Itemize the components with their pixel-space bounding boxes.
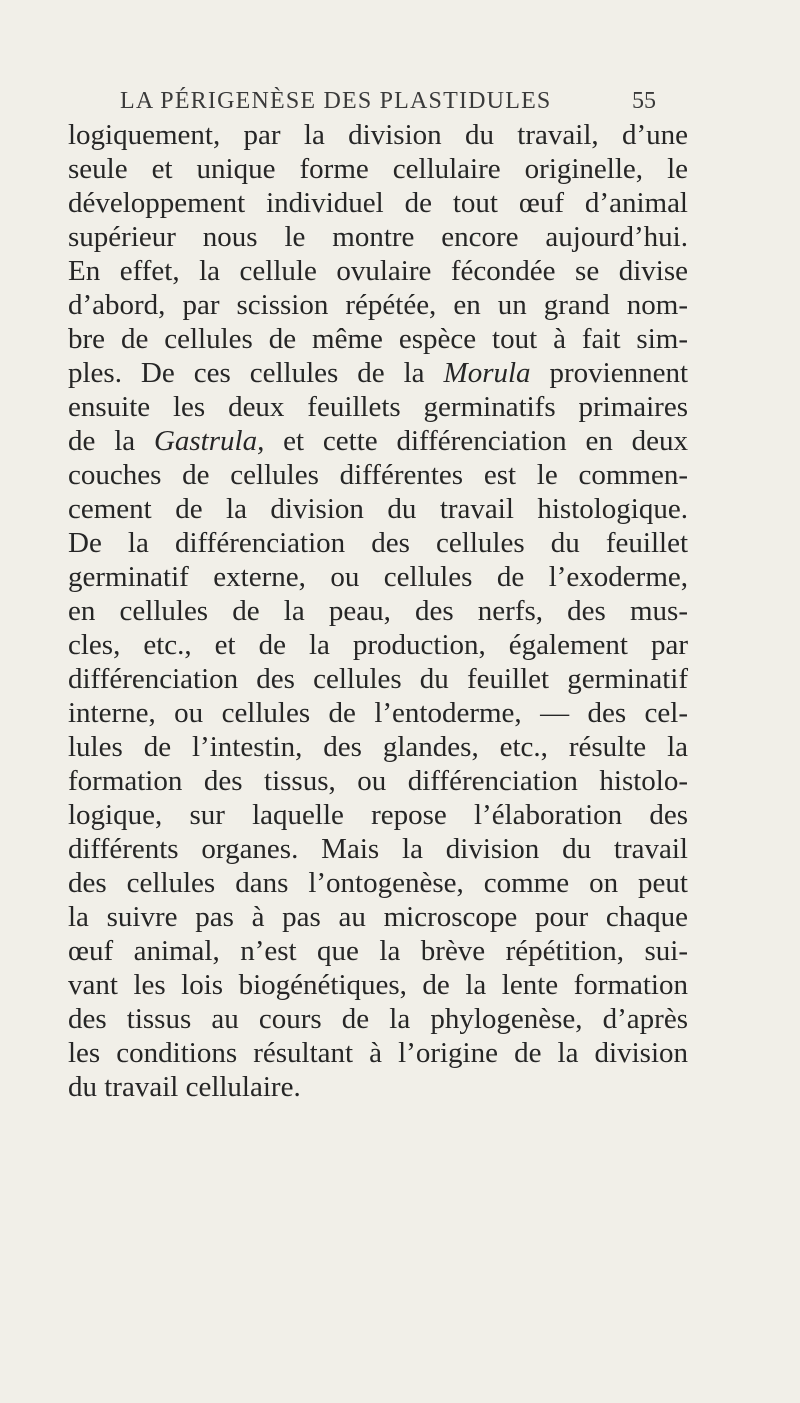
text-line: différenciation des cellules du feuillet germinatif [68,663,688,695]
italic-term-morula: Morula [443,357,531,389]
running-header [120,88,656,118]
text-line: couches de cellules différentes est le commen- [68,459,688,491]
text-line: formation des tissus, ou différenciation histolo- [68,765,688,797]
text-line: œuf animal, n’est que la brève répétition, sui- [68,935,688,967]
text-line: supérieur nous le montre encore aujourd’hui. [68,221,688,253]
text-line: développement individuel de tout œuf d’animal [68,187,688,219]
text-line: lules de l’intestin, des glandes, etc., résulte la [68,731,688,763]
text-line: seule et unique forme cellulaire originelle, le [68,153,688,185]
text-line: ensuite les deux feuillets germinatifs primaires [68,391,688,423]
text-line: interne, ou cellules de l’entoderme, — des cel- [68,697,688,729]
text-segment: proviennent [549,357,689,389]
text-line: du travail cellulaire. [68,1071,301,1103]
running-title: LA PÉRIGENÈSE DES PLASTIDULES [120,88,552,114]
text-line [68,356,688,390]
text-line: en cellules de la peau, des nerfs, des mus- [68,595,688,627]
text-line: la suivre pas à pas au microscope pour chaque [68,901,688,933]
page-number: 55 [632,88,656,114]
text-line: d’abord, par scission répétée, en un grand nom- [68,289,688,321]
italic-term-gastrula: Gastrula, [153,425,265,457]
text-segment: de la [68,425,136,457]
text-line: cles, etc., et de la production, également par [68,629,688,661]
text-line: De la différenciation des cellules du feuillet [68,527,688,559]
text-line: des cellules dans l’ontogenèse, comme on peut [68,867,688,899]
text-line: germinatif externe, ou cellules de l’exoderme, [68,561,688,593]
text-line: cement de la division du travail histologique. [68,493,688,525]
text-line: En effet, la cellule ovulaire fécondée se divise [68,255,688,287]
text-line: bre de cellules de même espèce tout à fait sim- [68,323,688,355]
body-paragraph [68,118,688,1104]
text-line [68,424,688,458]
text-line: vant les lois biogénétiques, de la lente formation [68,969,688,1001]
text-segment: ples. De ces cellules de la [68,357,425,389]
text-line: différents organes. Mais la division du travail [68,833,688,865]
text-segment: et cette différenciation en deux [283,425,689,457]
text-line: logique, sur laquelle repose l’élaboration des [68,799,688,831]
text-line: logiquement, par la division du travail, d’une [68,119,688,151]
text-line: des tissus au cours de la phylogenèse, d’après [68,1003,688,1035]
text-line: les conditions résultant à l’origine de la division [68,1037,688,1069]
